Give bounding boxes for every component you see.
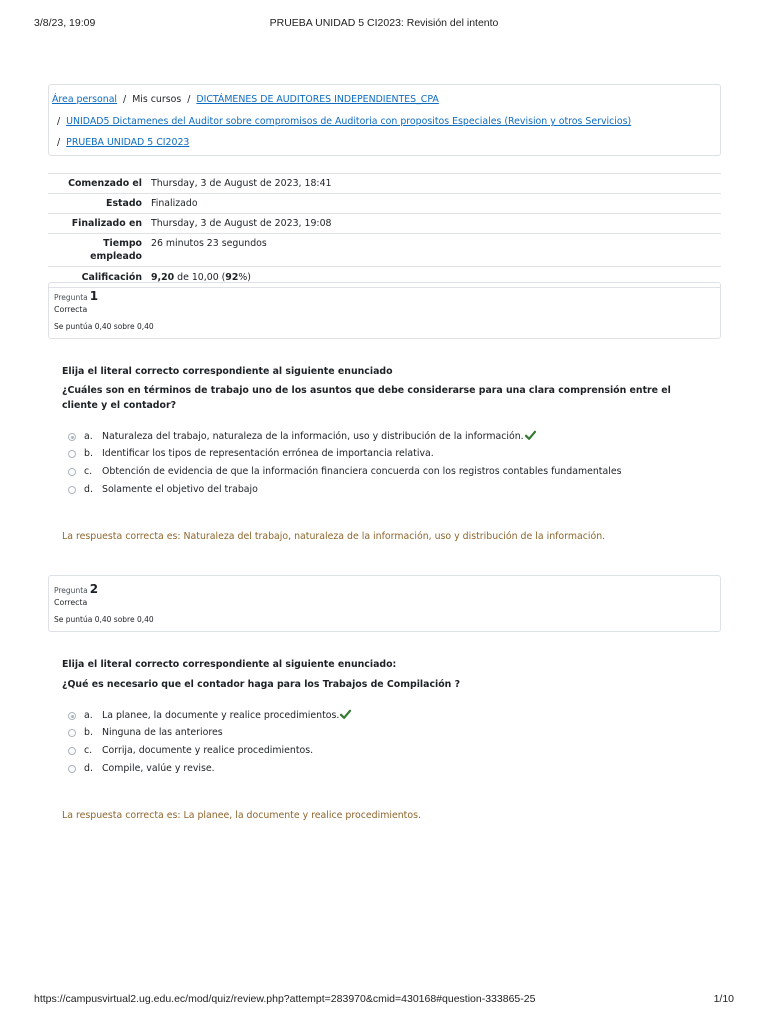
radio-button[interactable]: [68, 486, 76, 494]
radio-button[interactable]: [68, 450, 76, 458]
check-icon: [525, 430, 536, 446]
breadcrumb: [48, 84, 721, 156]
right-answer-feedback: La respuesta correcta es: La planee, la documente y realice procedimientos.: [62, 810, 421, 821]
question-number-value: 2: [89, 582, 99, 596]
answer-text: Naturaleza del trabajo, naturaleza de la información, uso y distribución de la información.: [102, 431, 524, 442]
answer-letter: a.: [84, 710, 93, 721]
answer-letter: c.: [84, 466, 93, 477]
grade-mid: de 10,00 (: [174, 272, 226, 283]
question-grade: Se puntúa 0,40 sobre 0,40: [54, 615, 154, 624]
answer-letter: b.: [84, 727, 93, 738]
breadcrumb-course-link[interactable]: DICTÁMENES DE AUDITORES INDEPENDIENTES_CPA: [196, 94, 439, 105]
answer-text: Compile, valúe y revise.: [102, 763, 215, 774]
summary-value: Finalizado: [151, 198, 198, 209]
grade-end: %): [238, 272, 251, 283]
radio-button[interactable]: [68, 747, 76, 755]
radio-button[interactable]: [68, 765, 76, 773]
question-intro: Elija el literal correcto correspondiente al siguiente enunciado:: [62, 659, 397, 670]
breadcrumb-unit-link[interactable]: UNIDAD5 Dictamenes del Auditor sobre compromisos de Auditoria con propositos Especiales (Revision y otros Servicios): [66, 116, 632, 127]
breadcrumb-separator: /: [57, 137, 61, 148]
summary-label-line: empleado: [90, 251, 142, 262]
breadcrumb-quiz-link[interactable]: PRUEBA UNIDAD 5 CI2023: [66, 137, 190, 148]
answer-letter: c.: [84, 745, 93, 756]
breadcrumb-line-1: [52, 93, 439, 107]
print-title: PRUEBA UNIDAD 5 CI2023: Revisión del intento: [269, 17, 499, 29]
summary-value: 26 minutos 23 segundos: [151, 238, 267, 249]
question-text: ¿Cuáles son en términos de trabajo uno de los asuntos que debe considerarse para una clara comprensión entre el cliente y el contador?: [62, 385, 671, 411]
answer-letter: a.: [84, 431, 93, 442]
summary-label: Comenzado el: [68, 178, 142, 189]
summary-label-line: Tiempo: [103, 238, 142, 249]
summary-value: Thursday, 3 de August de 2023, 18:41: [151, 178, 332, 189]
question-info-1: [48, 282, 721, 339]
breadcrumb-line-2: [57, 115, 631, 129]
summary-label: Calificación: [81, 272, 142, 283]
print-date: 3/8/23, 19:09: [34, 17, 96, 29]
summary-label: Finalizado en: [71, 218, 142, 229]
breadcrumb-separator: /: [123, 94, 127, 105]
radio-button[interactable]: [68, 729, 76, 737]
answer-text: La planee, la documente y realice procedimientos.: [102, 710, 340, 721]
question-number: [54, 289, 98, 303]
question-state: Correcta: [54, 305, 88, 314]
radio-button-checked[interactable]: [68, 433, 76, 441]
answer-label: [102, 430, 536, 446]
breadcrumb-separator: /: [187, 94, 191, 105]
answer-letter: d.: [84, 763, 93, 774]
breadcrumb-line-3: [57, 136, 189, 150]
question-text: ¿Qué es necesario que el contador haga para los Trabajos de Compilación ?: [62, 679, 461, 690]
summary-row-finished: [48, 214, 721, 234]
answer-text: Obtención de evidencia de que la información financiera concuerda con los registros contables fundamentales: [102, 466, 622, 477]
question-prefix: Pregunta: [54, 586, 88, 595]
answer-letter: b.: [84, 448, 93, 459]
question-number-value: 1: [89, 289, 99, 303]
breadcrumb-separator: /: [57, 116, 61, 127]
summary-row-state: [48, 194, 721, 214]
summary-row-time: [48, 234, 721, 267]
summary-label: [48, 234, 150, 267]
breadcrumb-home-link[interactable]: Área personal: [52, 94, 118, 105]
summary-row-started: [48, 174, 721, 194]
grade-percent: 92: [225, 272, 239, 283]
right-answer-feedback: La respuesta correcta es: Naturaleza del trabajo, naturaleza de la información, uso y distribución de la información.: [62, 531, 606, 542]
print-url: https://campusvirtual2.ug.edu.ec/mod/quiz/review.php?attempt=283970&cmid=430168#question-333865-25: [34, 993, 536, 1005]
grade-score: 9,20: [151, 272, 175, 283]
question-info-2: [48, 575, 721, 632]
summary-label: Estado: [106, 198, 142, 209]
answer-text: Corrija, documente y realice procedimientos.: [102, 745, 314, 756]
radio-button-checked[interactable]: [68, 712, 76, 720]
check-icon: [340, 709, 351, 725]
breadcrumb-mycourses: Mis cursos: [132, 94, 182, 105]
question-grade: Se puntúa 0,40 sobre 0,40: [54, 322, 154, 331]
question-number: [54, 582, 98, 596]
answer-text: Ninguna de las anteriores: [102, 727, 223, 738]
question-prefix: Pregunta: [54, 293, 88, 302]
print-page-number: 1/10: [713, 993, 734, 1005]
answer-text: Identificar los tipos de representación errónea de importancia relativa.: [102, 448, 434, 459]
print-footer: [0, 993, 768, 1007]
print-header: [0, 17, 768, 31]
question-intro: Elija el literal correcto correspondiente al siguiente enunciado: [62, 366, 393, 377]
answer-letter: d.: [84, 484, 93, 495]
radio-button[interactable]: [68, 468, 76, 476]
attempt-summary-table: [48, 173, 721, 288]
summary-value: Thursday, 3 de August de 2023, 19:08: [151, 218, 332, 229]
question-state: Correcta: [54, 598, 88, 607]
answer-label: [102, 709, 351, 725]
answer-text: Solamente el objetivo del trabajo: [102, 484, 258, 495]
